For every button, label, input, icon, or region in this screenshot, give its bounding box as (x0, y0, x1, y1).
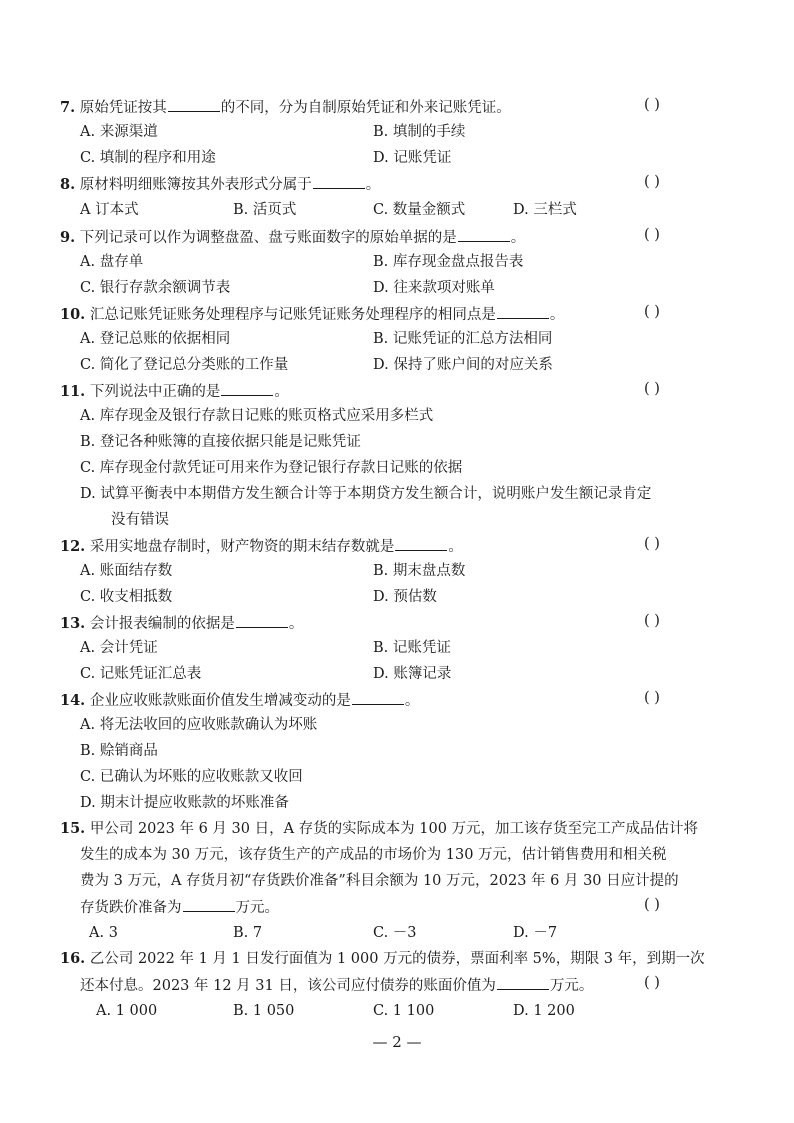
answer-blank (352, 690, 404, 705)
answer-blank (313, 174, 365, 189)
question-text: 万元。 (235, 900, 279, 916)
question-number: 13. (60, 615, 86, 632)
question-text: 。 (510, 230, 526, 246)
option: C. 银行存款余额调节表 (80, 280, 231, 296)
question-text: 乙公司 2022 年 1 月 1 日发行面值为 1 000 万元的债券，票面利率 5%，期限 3 年，到期一次 (89, 951, 705, 967)
question-number: 10. (60, 306, 86, 323)
answer-bracket: ( ) (644, 381, 660, 397)
question-13-stem (60, 613, 700, 634)
answer-bracket: ( ) (644, 536, 660, 552)
option: B. 活页式 (233, 202, 297, 218)
option: A. 3 (89, 925, 118, 941)
question-text: 万元。 (549, 978, 594, 994)
question-15-line-2 (80, 845, 720, 865)
option: B. 期末盘点数 (373, 563, 466, 579)
option: A. 来源渠道 (80, 124, 158, 140)
option: B. 填制的手续 (373, 124, 466, 140)
option: D. －7 (513, 925, 558, 941)
question-text: 还本付息。2023 年 12 月 31 日，该公司应付债券的账面价值为 (80, 978, 496, 994)
option: C. 库存现金付款凭证可用来作为登记银行存款日记账的依据 (80, 460, 463, 476)
answer-bracket: ( ) (644, 613, 660, 629)
option: D. 1 200 (513, 1003, 575, 1019)
option: C. 记账凭证汇总表 (80, 666, 202, 682)
answer-bracket: ( ) (644, 690, 660, 706)
question-10-stem (60, 304, 700, 325)
option: B. 1 050 (233, 1003, 295, 1019)
option: D. 往来款项对账单 (373, 280, 495, 296)
question-text: 汇总记账凭证账务处理程序与记账凭证账务处理程序的相同点是 (89, 307, 496, 323)
question-text: 采用实地盘存制时，财产物资的期末结存数就是 (89, 539, 395, 555)
question-number: 14. (60, 692, 86, 709)
answer-bracket: ( ) (644, 227, 660, 243)
question-14-stem (60, 690, 700, 711)
option: D. 期末计提应收账款的坏账准备 (80, 795, 289, 811)
question-number: 12. (60, 538, 86, 555)
option: A. 盘存单 (80, 254, 144, 270)
question-text: 下列说法中正确的是 (89, 384, 221, 400)
question-text: 。 (274, 384, 289, 400)
option: C. 收支相抵数 (80, 589, 173, 605)
answer-blank (236, 613, 288, 628)
question-12-stem (60, 536, 700, 557)
question-7-stem (60, 97, 700, 118)
question-11-stem (60, 381, 700, 402)
question-16-line-2 (80, 975, 720, 996)
option: D. 账簿记录 (373, 666, 452, 682)
option: B. 登记各种账簿的直接依据只能是记账凭证 (80, 434, 361, 450)
question-text: 企业应收账款账面价值发生增减变动的是 (89, 693, 351, 709)
question-15-line-3 (80, 871, 720, 891)
option: D. 预估数 (373, 589, 437, 605)
question-16-line-1 (60, 949, 705, 969)
question-text: 费为 3 万元，A 存货月初“存货跌价准备”科目余额为 10 万元，2023 年 6 月 30 日应计提的 (80, 873, 679, 889)
question-text: 存货跌价准备为 (80, 900, 182, 916)
option: A. 登记总账的依据相同 (80, 331, 231, 347)
question-text: 甲公司 2023 年 6 月 30 日，A 存货的实际成本为 100 万元，加工该存货至完工产成品估计将 (89, 821, 699, 837)
question-text: 。 (365, 177, 381, 193)
answer-bracket: ( ) (644, 975, 660, 991)
option: C. 填制的程序和用途 (80, 150, 216, 166)
question-text: 。 (448, 539, 463, 555)
option: C. －3 (373, 925, 417, 941)
option: C. 已确认为坏账的应收账款又收回 (80, 769, 303, 785)
question-text: 。 (549, 307, 565, 323)
question-number: 16. (60, 950, 86, 967)
answer-blank (497, 304, 549, 319)
question-number: 9. (60, 229, 76, 246)
option: B. 记账凭证的汇总方法相同 (373, 331, 553, 347)
question-number: 7. (60, 99, 76, 116)
option: C. 数量金额式 (373, 202, 466, 218)
answer-blank (183, 897, 235, 912)
question-text: 原材料明细账簿按其外表形式分属于 (79, 177, 312, 193)
option: A. 会计凭证 (80, 640, 158, 656)
answer-blank (168, 97, 220, 112)
option: A. 将无法收回的应收账款确认为坏账 (80, 717, 318, 733)
option: A. 1 000 (96, 1003, 158, 1019)
answer-bracket: ( ) (644, 97, 660, 113)
option: A 订本式 (80, 202, 139, 218)
option: A. 库存现金及银行存款日记账的账页格式应采用多栏式 (80, 408, 434, 424)
question-15-line-1 (60, 819, 700, 839)
question-text: 会计报表编制的依据是 (89, 616, 235, 632)
option: D. 三栏式 (513, 202, 577, 218)
answer-blank (497, 975, 549, 990)
option: A. 账面结存数 (80, 563, 173, 579)
answer-bracket: ( ) (644, 897, 660, 913)
question-text: 发生的成本为 30 万元，该存货生产的产成品的市场价为 130 万元，估计销售费用和相关税 (80, 847, 667, 863)
page-number: — 2 — (372, 1033, 422, 1051)
question-number: 15. (60, 820, 86, 837)
question-text: 原始凭证按其 (79, 100, 167, 116)
question-9-stem (60, 227, 700, 248)
option: D. 试算平衡表中本期借方发生额合计等于本期贷方发生额合计，说明账户发生额记录肯定 (80, 486, 652, 502)
question-number: 8. (60, 176, 76, 193)
option: B. 7 (233, 925, 263, 941)
option: B. 赊销商品 (80, 743, 158, 759)
answer-blank (458, 227, 510, 242)
option: D. 记账凭证 (373, 150, 452, 166)
question-8-stem (60, 174, 700, 195)
question-text: 。 (404, 693, 420, 709)
option: B. 记账凭证 (373, 640, 451, 656)
option: B. 库存现金盘点报告表 (373, 254, 524, 270)
option: C. 简化了登记总分类账的工作量 (80, 357, 289, 373)
question-number: 11. (60, 383, 86, 400)
answer-bracket: ( ) (644, 304, 660, 320)
question-text: 。 (288, 616, 304, 632)
question-text: 的不同，分为自制原始凭证和外来记账凭证。 (220, 100, 511, 116)
answer-bracket: ( ) (644, 174, 660, 190)
answer-blank (221, 381, 273, 396)
question-15-line-4 (80, 897, 720, 918)
option: D. 保持了账户间的对应关系 (373, 357, 553, 373)
answer-blank (395, 536, 447, 551)
option-continuation: 没有错误 (111, 512, 169, 528)
question-text: 下列记录可以作为调整盘盈、盘亏账面数字的原始单据的是 (79, 230, 457, 246)
option: C. 1 100 (373, 1003, 435, 1019)
